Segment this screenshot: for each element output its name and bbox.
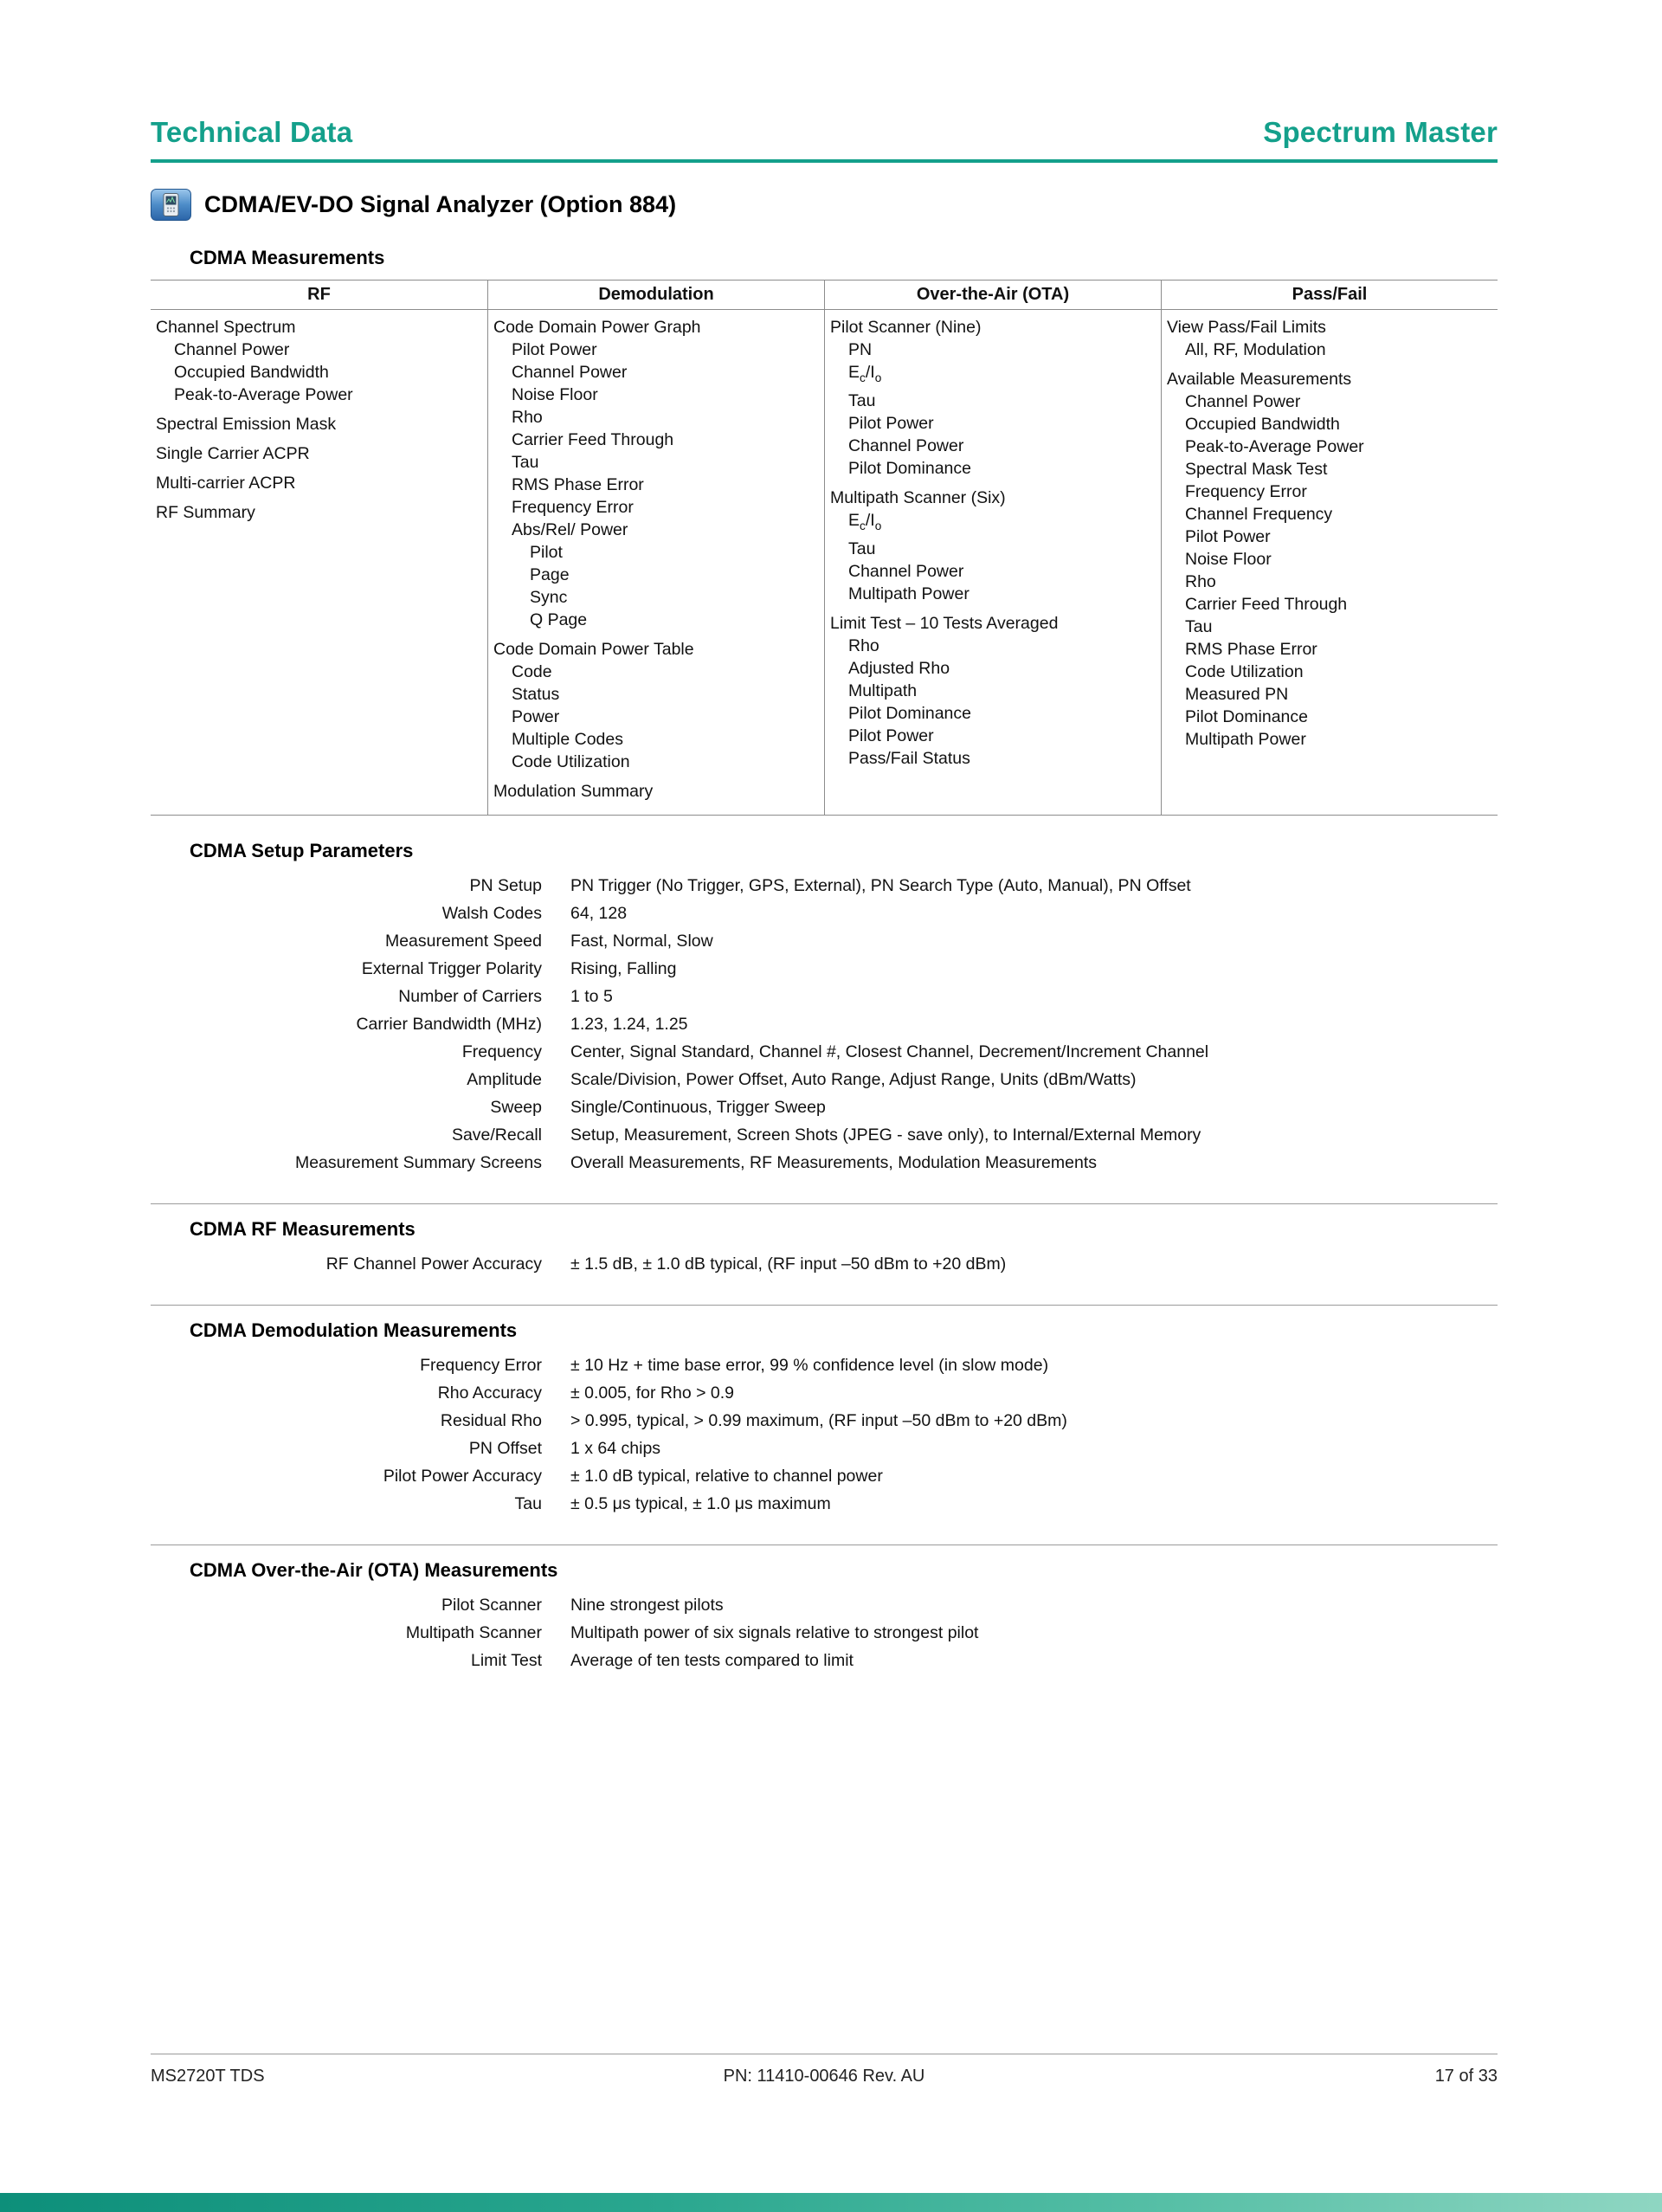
section-title: CDMA/EV-DO Signal Analyzer (Option 884) xyxy=(204,191,677,217)
parameter-label: External Trigger Polarity xyxy=(361,959,542,978)
measurements-table-header-row xyxy=(151,281,1498,310)
table-list-item: Multipath Power xyxy=(1185,730,1306,749)
table-list-item: Page xyxy=(530,565,570,584)
table-list-item: Spectral Mask Test xyxy=(1185,460,1328,479)
table-list-item: View Pass/Fail Limits xyxy=(1167,318,1326,337)
table-list-item: Channel Power xyxy=(1185,392,1301,411)
table-list-item: Multipath Power xyxy=(848,584,970,603)
parameter-value: Single/Continuous, Trigger Sweep xyxy=(570,1098,826,1117)
parameter-label: Frequency Error xyxy=(420,1356,542,1375)
parameter-value: 64, 128 xyxy=(570,904,628,923)
table-list-item: PN xyxy=(848,340,873,359)
parameter-value: > 0.995, typical, > 0.99 maximum, (RF input –50 dBm to +20 dBm) xyxy=(570,1411,1067,1430)
parameter-row xyxy=(151,1410,1498,1432)
parameter-label: Number of Carriers xyxy=(398,987,542,1006)
table-list-item: Channel Frequency xyxy=(1185,505,1333,524)
column-ota xyxy=(824,310,1161,815)
parameter-row xyxy=(151,986,1498,1008)
section-cdma-rf-measurements xyxy=(151,1203,1498,1275)
product-title: Spectrum Master xyxy=(1263,116,1498,148)
column-header-passfail: Pass/Fail xyxy=(1161,281,1498,309)
table-list-item: Code xyxy=(512,662,552,681)
parameter-row xyxy=(151,1622,1498,1644)
parameter-label: Frequency xyxy=(461,1042,542,1061)
table-list-item: Pilot Power xyxy=(848,413,934,433)
parameter-value: Fast, Normal, Slow xyxy=(570,932,713,951)
parameter-value: Overall Measurements, RF Measurements, Modulation Measurements xyxy=(570,1153,1097,1172)
column-header-rf: RF xyxy=(307,285,331,304)
ota-measurements-rows xyxy=(151,1595,1498,1672)
parameter-row xyxy=(151,1493,1498,1515)
bottom-accent-bar xyxy=(0,2193,1662,2212)
table-list-item: Pilot xyxy=(530,543,563,562)
parameter-value: Rising, Falling xyxy=(570,959,677,978)
table-list-item: Pilot Power xyxy=(848,726,934,745)
table-list-item: Tau xyxy=(848,390,876,410)
table-list-item: Peak-to-Average Power xyxy=(174,385,353,404)
page-footer xyxy=(151,2054,1498,2086)
table-list-item: Q Page xyxy=(530,610,588,629)
parameter-value: PN Trigger (No Trigger, GPS, External), PN Search Type (Auto, Manual), PN Offset xyxy=(570,876,1191,895)
table-list-item: Channel Spectrum xyxy=(156,318,296,337)
table-list-item: Pilot Dominance xyxy=(848,458,971,478)
parameter-label: Measurement Speed xyxy=(384,932,542,951)
parameter-row xyxy=(151,958,1498,980)
column-demodulation xyxy=(487,310,824,815)
table-list-item: All, RF, Modulation xyxy=(1185,340,1326,359)
parameter-row xyxy=(151,1466,1498,1487)
parameter-label: Multipath Scanner xyxy=(405,1623,542,1642)
table-list-item: Multipath Scanner (Six) xyxy=(830,487,1006,507)
section-title-row xyxy=(151,189,1498,221)
parameter-value: Setup, Measurement, Screen Shots (JPEG - save only), to Internal/External Memory xyxy=(570,1125,1201,1145)
parameter-value: 1 x 64 chips xyxy=(570,1439,661,1458)
rf-measurements-rows xyxy=(151,1254,1498,1275)
page-header xyxy=(151,116,1498,149)
parameter-row xyxy=(151,1097,1498,1119)
table-list-item: Spectral Emission Mask xyxy=(156,415,337,434)
parameter-label: Tau xyxy=(514,1494,542,1513)
parameter-label: RF Channel Power Accuracy xyxy=(325,1254,542,1274)
table-list-item: Sync xyxy=(530,588,568,607)
parameter-value: ± 0.005, for Rho > 0.9 xyxy=(570,1383,735,1403)
rf-measurements-heading: CDMA RF Measurements xyxy=(190,1218,416,1240)
setup-parameters-rows xyxy=(151,875,1498,1174)
parameter-row xyxy=(151,903,1498,925)
signal-analyzer-icon xyxy=(151,189,191,221)
table-list-item: Carrier Feed Through xyxy=(1185,595,1348,614)
setup-parameters-heading: CDMA Setup Parameters xyxy=(190,840,414,861)
table-list-item: RMS Phase Error xyxy=(1185,640,1317,659)
parameter-row xyxy=(151,1595,1498,1616)
table-list-item: RMS Phase Error xyxy=(512,475,644,494)
table-list-item: Available Measurements xyxy=(1167,370,1352,389)
parameter-value: Center, Signal Standard, Channel #, Closest Channel, Decrement/Increment Channel xyxy=(570,1042,1209,1061)
table-list-item: Multi-carrier ACPR xyxy=(156,474,296,493)
table-list-item: Modulation Summary xyxy=(493,782,654,801)
table-list-item: Pilot Dominance xyxy=(1185,707,1308,726)
table-list-item: Pilot Power xyxy=(512,340,597,359)
parameter-value: Multipath power of six signals relative to strongest pilot xyxy=(570,1623,979,1642)
table-list-item: Frequency Error xyxy=(512,498,634,517)
column-rf xyxy=(151,310,487,815)
table-list-item: Tau xyxy=(512,453,539,472)
table-list-item: Noise Floor xyxy=(1185,550,1272,569)
table-list-item: Rho xyxy=(1185,572,1216,591)
parameter-value: ± 1.5 dB, ± 1.0 dB typical, (RF input –50 dBm to +20 dBm) xyxy=(570,1254,1007,1274)
table-list-item: Rho xyxy=(848,635,879,655)
parameter-row xyxy=(151,1355,1498,1377)
table-list-item: Code Utilization xyxy=(1185,662,1304,681)
parameter-row xyxy=(151,1254,1498,1275)
parameter-row xyxy=(151,1438,1498,1460)
parameter-row xyxy=(151,875,1498,897)
ota-measurements-heading: CDMA Over-the-Air (OTA) Measurements xyxy=(190,1559,558,1581)
table-list-item: Measured PN xyxy=(1185,685,1289,704)
demodulation-measurements-rows xyxy=(151,1355,1498,1515)
parameter-label: PN Offset xyxy=(468,1439,542,1458)
table-list-item: Occupied Bandwidth xyxy=(1185,415,1340,434)
table-list-item: Pilot Dominance xyxy=(848,703,971,723)
parameter-row xyxy=(151,931,1498,952)
parameter-label: Sweep xyxy=(490,1098,542,1117)
parameter-label: Amplitude xyxy=(467,1070,542,1089)
table-list-item: $E_c/I_o$ xyxy=(848,510,882,532)
table-list-item: Limit Test – 10 Tests Averaged xyxy=(830,613,1059,633)
doc-type-title: Technical Data xyxy=(151,116,353,148)
table-list-item: Channel Power xyxy=(174,340,290,359)
table-list-item: Noise Floor xyxy=(512,385,598,404)
table-list-item: Pilot Scanner (Nine) xyxy=(830,318,982,337)
table-list-item: Code Domain Power Graph xyxy=(493,318,701,337)
table-list-item: Pass/Fail Status xyxy=(848,748,970,768)
parameter-value: ± 0.5 μs typical, ± 1.0 μs maximum xyxy=(570,1494,831,1513)
parameter-value: Nine strongest pilots xyxy=(570,1596,724,1615)
table-list-item: Occupied Bandwidth xyxy=(174,363,329,382)
table-list-item: Carrier Feed Through xyxy=(512,430,674,449)
table-list-item: Tau xyxy=(848,538,876,558)
parameter-value: Average of ten tests compared to limit xyxy=(570,1651,854,1670)
column-header-ota: Over-the-Air (OTA) xyxy=(824,281,1161,309)
parameter-row xyxy=(151,1650,1498,1672)
parameter-label: Save/Recall xyxy=(451,1125,542,1145)
demodulation-measurements-heading: CDMA Demodulation Measurements xyxy=(190,1319,518,1341)
parameter-label: Walsh Codes xyxy=(441,904,542,923)
table-list-item: Multipath xyxy=(848,680,918,700)
parameter-label: Limit Test xyxy=(471,1651,542,1670)
section-cdma-demodulation-measurements xyxy=(151,1305,1498,1515)
table-list-item: Status xyxy=(512,685,560,704)
header-rule xyxy=(151,159,1498,163)
table-list-item: $E_c/I_o$ xyxy=(848,363,882,384)
parameter-label: Carrier Bandwidth (MHz) xyxy=(356,1015,542,1034)
column-passfail xyxy=(1161,310,1498,815)
section-cdma-ota-measurements xyxy=(151,1545,1498,1672)
table-list-item: RF Summary xyxy=(156,503,255,522)
table-list-item: Multiple Codes xyxy=(512,730,623,749)
parameter-value: Scale/Division, Power Offset, Auto Range, Adjust Range, Units (dBm/Watts) xyxy=(570,1070,1137,1089)
table-list-item: Channel Power xyxy=(848,561,964,581)
table-list-item: Power xyxy=(512,707,560,726)
table-list-item: Abs/Rel/ Power xyxy=(512,520,628,539)
parameter-row xyxy=(151,1383,1498,1404)
measurements-table-body xyxy=(151,310,1498,815)
parameter-label: Measurement Summary Screens xyxy=(294,1153,542,1172)
parameter-value: ± 1.0 dB typical, relative to channel power xyxy=(570,1467,883,1486)
parameter-label: Pilot Power Accuracy xyxy=(383,1467,542,1486)
measurements-table xyxy=(151,280,1498,816)
footer-part-number: PN: 11410-00646 Rev. AU xyxy=(723,2067,925,2086)
table-list-item: Code Utilization xyxy=(512,752,630,771)
table-list-item: Channel Power xyxy=(848,435,964,455)
parameter-value: ± 10 Hz + time base error, 99 % confidence level (in slow mode) xyxy=(570,1356,1049,1375)
parameter-row xyxy=(151,1125,1498,1146)
table-list-item: Tau xyxy=(1185,617,1213,636)
table-list-item: Peak-to-Average Power xyxy=(1185,437,1364,456)
parameter-row xyxy=(151,1152,1498,1174)
parameter-label: Residual Rho xyxy=(440,1411,542,1430)
parameter-value: 1.23, 1.24, 1.25 xyxy=(570,1015,688,1034)
section-cdma-setup-parameters xyxy=(151,840,1498,1174)
parameter-row xyxy=(151,1014,1498,1035)
cdma-measurements-heading: CDMA Measurements xyxy=(190,247,385,268)
parameter-value: 1 to 5 xyxy=(570,987,613,1006)
table-list-item: Single Carrier ACPR xyxy=(156,444,310,463)
parameter-label: Rho Accuracy xyxy=(437,1383,542,1403)
table-list-item: Pilot Power xyxy=(1185,527,1271,546)
table-list-item: Rho xyxy=(512,408,543,427)
parameter-row xyxy=(151,1069,1498,1091)
table-list-item: Adjusted Rho xyxy=(848,658,950,678)
table-list-item: Frequency Error xyxy=(1185,482,1307,501)
footer-page-number: 17 of 33 xyxy=(1434,2067,1498,2086)
parameter-label: PN Setup xyxy=(469,876,542,895)
column-header-demodulation: Demodulation xyxy=(487,281,824,309)
parameter-row xyxy=(151,1042,1498,1063)
footer-doc-id: MS2720T TDS xyxy=(151,2067,265,2086)
table-list-item: Channel Power xyxy=(512,363,628,382)
parameter-label: Pilot Scanner xyxy=(441,1596,542,1615)
table-list-item: Code Domain Power Table xyxy=(493,640,694,659)
